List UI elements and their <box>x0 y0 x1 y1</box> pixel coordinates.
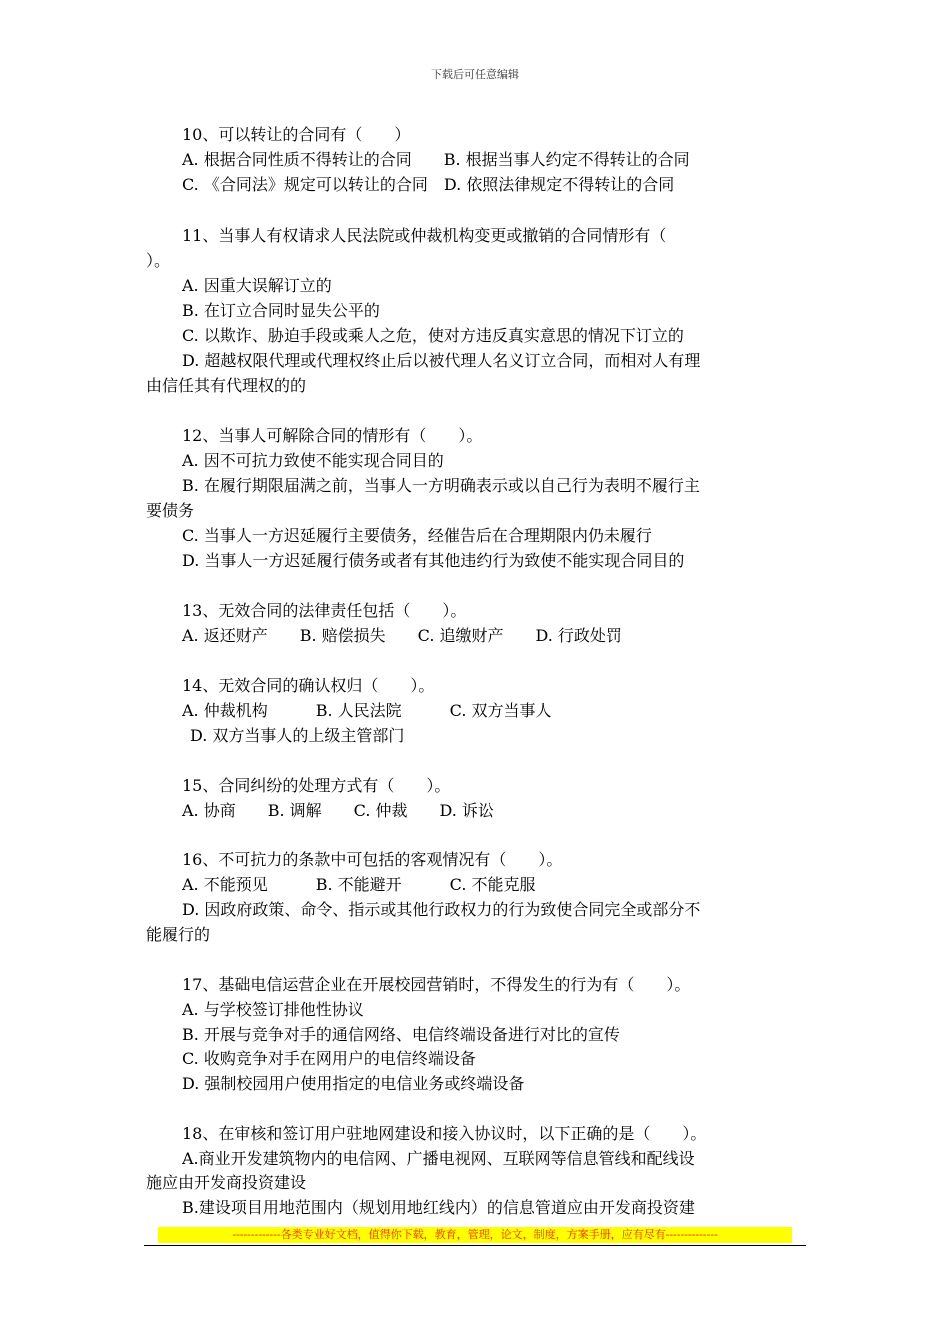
text-line: D. 超越权限代理或代理权终止后以被代理人名义订立合同，而相对人有理 <box>182 351 701 370</box>
text-line: B. 在履行期限届满之前，当事人一方明确表示或以自己行为表明不履行主 <box>182 476 700 495</box>
text-line: B. 在订立合同时显失公平的 <box>182 301 380 320</box>
text-line: 由信任其有代理权的的 <box>146 376 307 395</box>
text-line: 12、当事人可解除合同的情形有（ ）。 <box>182 426 483 445</box>
text-line: B.建设项目用地范围内（规划用地红线内）的信息管道应由开发商投资建 <box>182 1198 695 1217</box>
page-header: 下载后可任意编辑 <box>431 68 519 81</box>
text-line: 15、合同纠纷的处理方式有（ ）。 <box>182 776 451 795</box>
text-line: 14、无效合同的确认权归（ ）。 <box>182 676 435 695</box>
text-line: A. 与学校签订排他性协议 <box>182 1000 364 1019</box>
text-line: D. 当事人一方迟延履行债务或者有其他违约行为致使不能实现合同目的 <box>182 551 685 570</box>
text-line: B. 开展与竞争对手的通信网络、电信终端设备进行对比的宣传 <box>182 1025 620 1044</box>
text-line: C. 收购竞争对手在网用户的电信终端设备 <box>182 1049 476 1068</box>
text-line: 17、基础电信运营企业在开展校园营销时，不得发生的行为有（ ）。 <box>182 975 691 994</box>
text-line: A. 协商 B. 调解 C. 仲裁 D. 诉讼 <box>182 801 494 820</box>
text-line: A.商业开发建筑物内的电信网、广播电视网、互联网等信息管线和配线设 <box>182 1149 695 1168</box>
text-line: 18、在审核和签订用户驻地网建设和接入协议时，以下正确的是（ ）。 <box>182 1124 707 1143</box>
text-line: D. 因政府政策、命令、指示或其他行政权力的行为致使合同完全或部分不 <box>182 900 701 919</box>
footer-rule <box>144 1245 806 1246</box>
text-line: C. 《合同法》规定可以转让的合同 D. 依照法律规定不得转让的合同 <box>182 175 675 194</box>
text-line: A. 因不可抗力致使不能实现合同目的 <box>182 451 444 470</box>
text-line: A. 根据合同性质不得转让的合同 B. 根据当事人约定不得转让的合同 <box>182 150 690 169</box>
text-line: D. 双方当事人的上级主管部门 <box>190 726 405 745</box>
text-line: 13、无效合同的法律责任包括（ ）。 <box>182 601 467 620</box>
text-line: 11、当事人有权请求人民法院或仲裁机构变更或撤销的合同情形有（ <box>182 226 667 245</box>
text-line: C. 以欺诈、胁迫手段或乘人之危，使对方违反真实意思的情况下订立的 <box>182 326 684 345</box>
text-line: 施应由开发商投资建设 <box>146 1173 307 1192</box>
text-line: 要债务 <box>146 501 195 520</box>
text-line: 10、可以转让的合同有（ ） <box>182 125 411 144</box>
text-line: 16、不可抗力的条款中可包括的客观情况有（ ）。 <box>182 850 563 869</box>
text-line: A. 返还财产 B. 赔偿损失 C. 追缴财产 D. 行政处罚 <box>182 626 622 645</box>
text-line: A. 仲裁机构 B. 人民法院 C. 双方当事人 <box>182 701 552 720</box>
text-line: C. 当事人一方迟延履行主要债务，经催告后在合理期限内仍未履行 <box>182 526 652 545</box>
text-line: ）。 <box>146 251 171 270</box>
text-line: 能履行的 <box>146 925 211 944</box>
footer-banner: -------------各类专业好文档，值得你下载，教育，管理，论文，制度，方案手册，应有尽有-------------- <box>158 1227 792 1243</box>
text-line: D. 强制校园用户使用指定的电信业务或终端设备 <box>182 1074 525 1093</box>
text-line: A. 因重大误解订立的 <box>182 276 332 295</box>
text-line: A. 不能预见 B. 不能避开 C. 不能克服 <box>182 875 536 894</box>
